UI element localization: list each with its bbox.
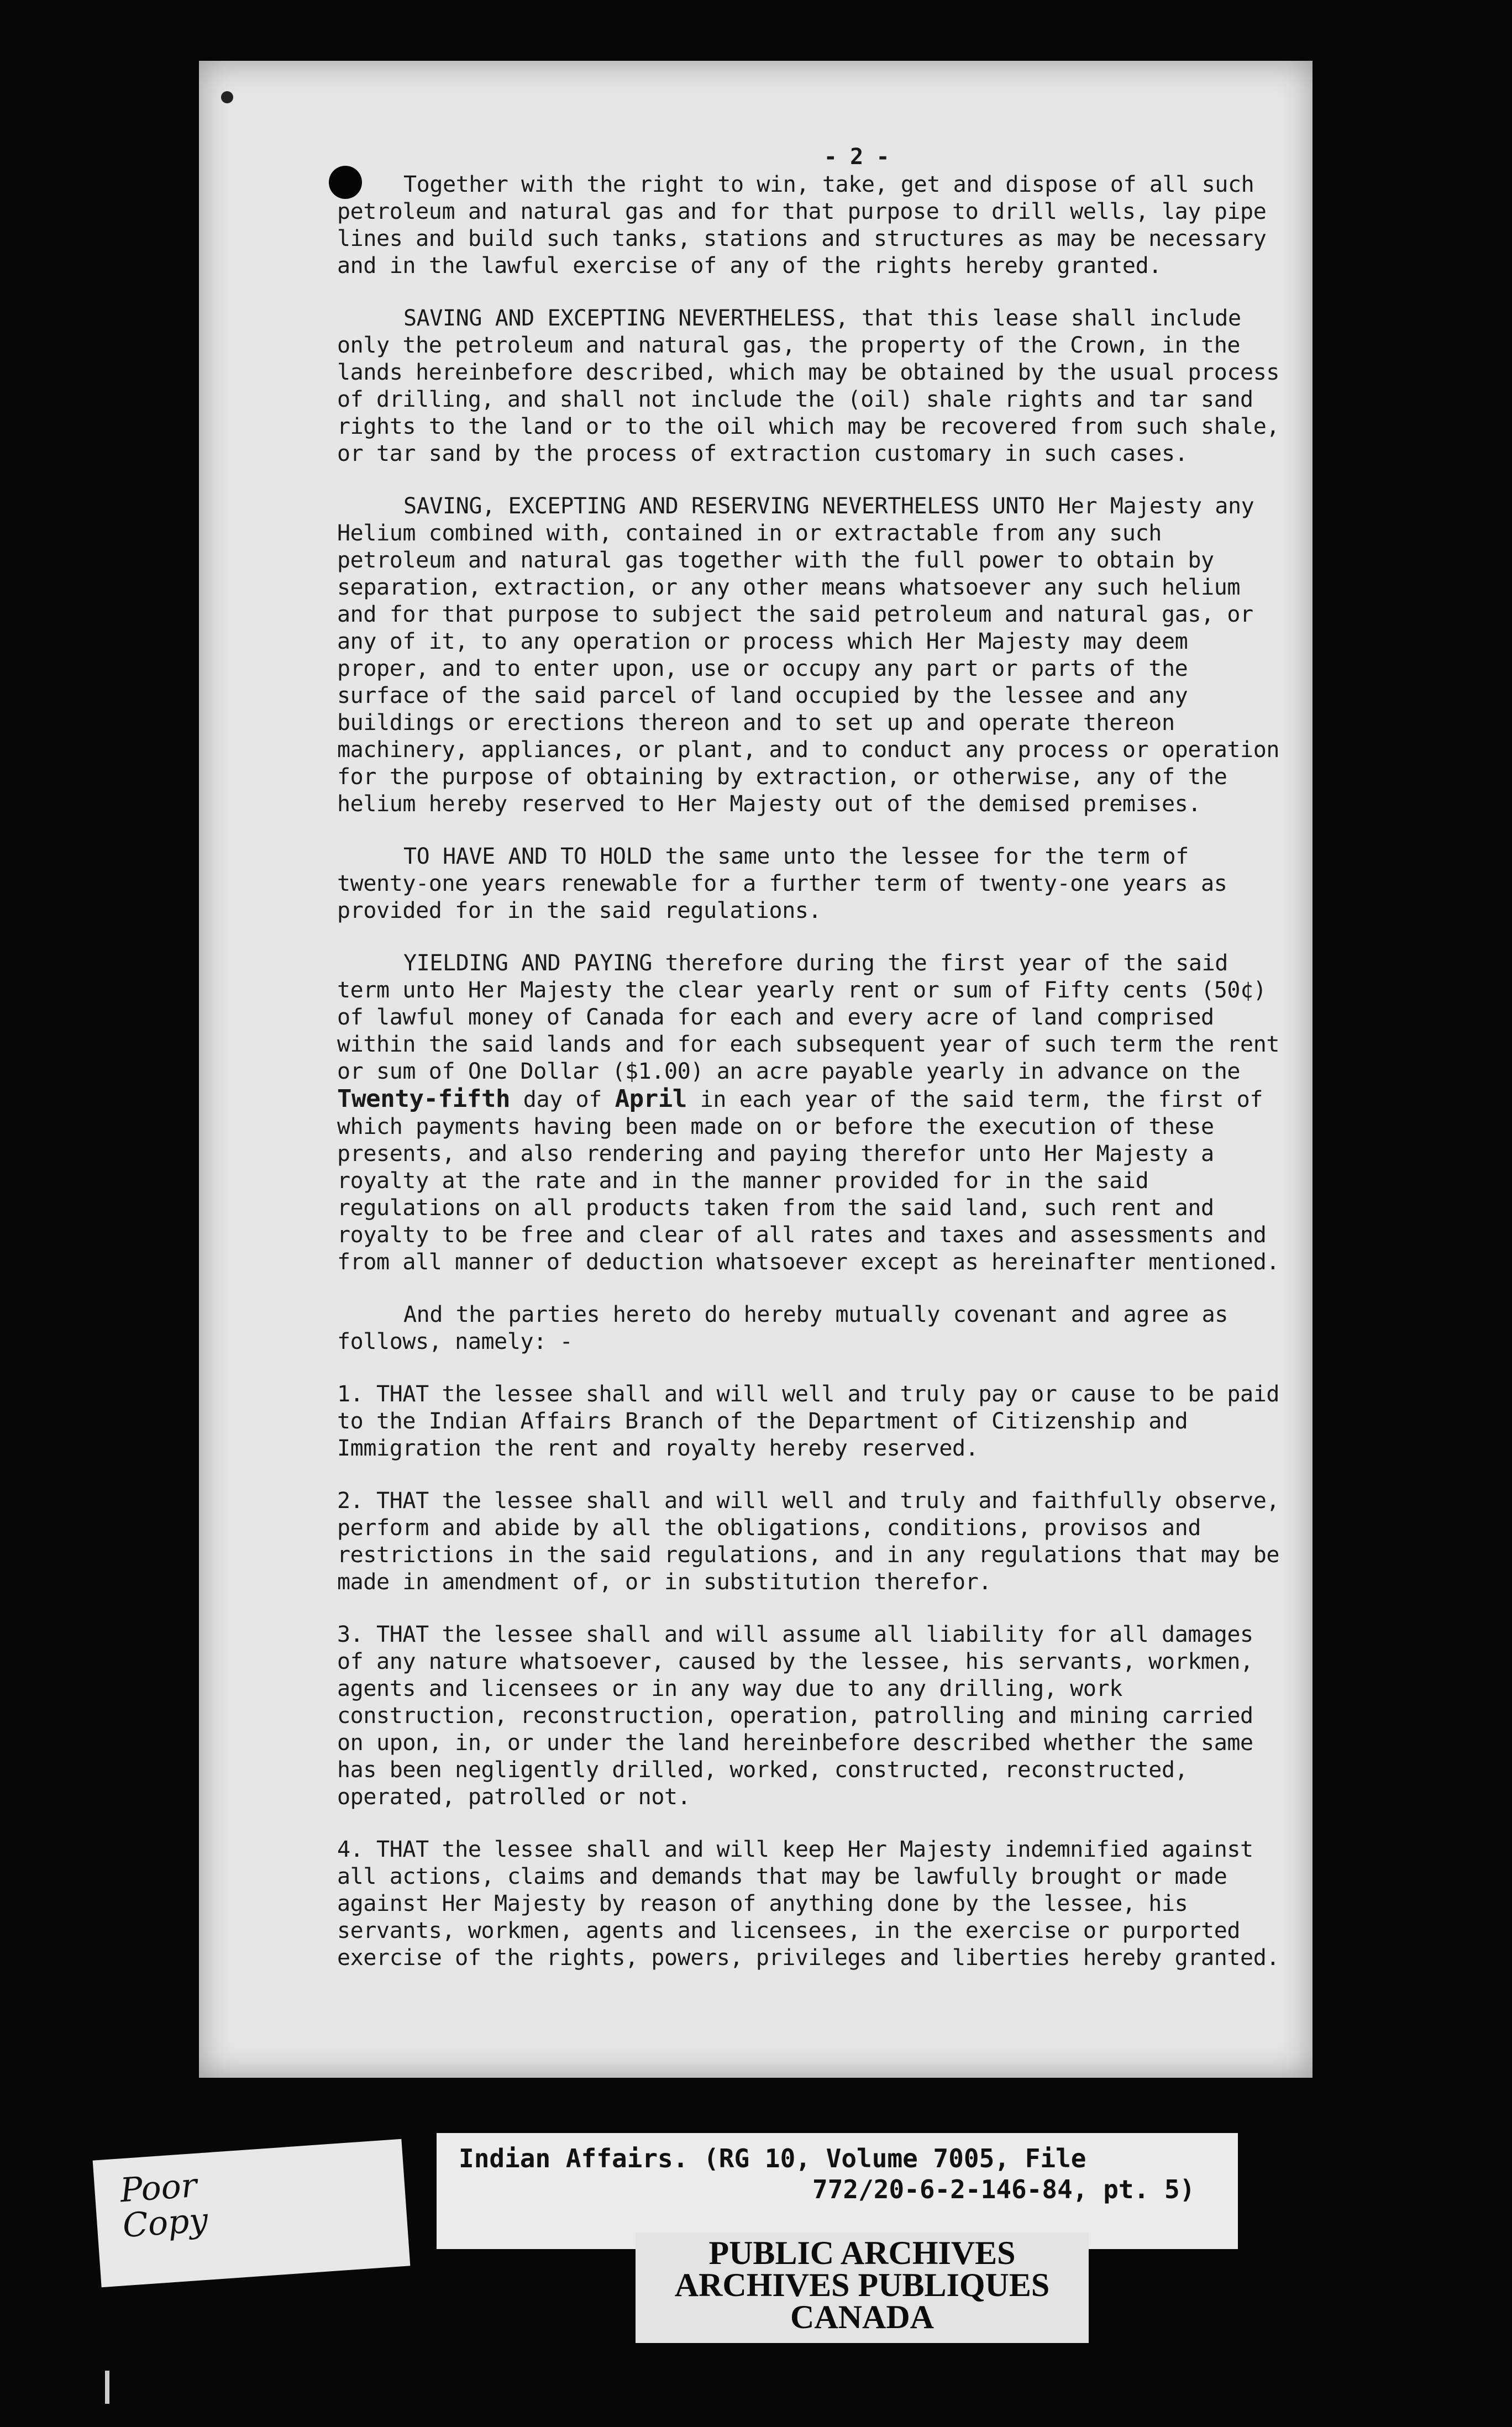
day-fill: Twenty-fifth	[337, 1085, 511, 1113]
month-fill: April	[615, 1085, 687, 1113]
paragraph-yielding	[337, 950, 1288, 1276]
film-mark	[105, 2371, 109, 2404]
stamp-line-1: PUBLIC ARCHIVES	[708, 2235, 1016, 2271]
archive-reference	[437, 2133, 1238, 2249]
page-number: - 2 -	[823, 144, 890, 170]
yielding-text-2: in each year of the said term, the first of which payments having been made on or before the execution of these presents, and also rendering and paying therefor unto Her Majesty a royalty at the rate and in the manner provided for in the said regulations on all products taken from the said land, such rent and royalty to be free and clear of all rates and taxes and assessments and from all manner of deduction whatsoever except as hereinafter mentioned.	[337, 1087, 1280, 1275]
clause-3: 3. THAT the lessee shall and will assume all liability for all damages of any nature whatsoever, caused by the lessee, his servants, workmen, agents and licensees or in any way due to any drilling, work construction, reconstruction, operation, patrolling and mining carried on upon, in, or under the land hereinbefore described whether the same has been negligently drilled, worked, constructed, reconstructed, operated, patrolled or not.	[337, 1622, 1253, 1810]
reference-line-2: 772/20-6-2-146-84, pt. 5)	[812, 2174, 1195, 2204]
poor-copy-note	[93, 2139, 411, 2288]
scan-speck	[221, 91, 233, 103]
paragraph-rights: Together with the right to win, take, get and dispose of all such petroleum and natural gas and for that purpose to drill wells, lay pipe lines and build such tanks, stations and structures as may be necessary and in the lawful exercise of any of the rights hereby granted.	[337, 172, 1267, 279]
document-page	[199, 61, 1313, 2078]
clause-1: 1. THAT the lessee shall and will well and truly pay or cause to be paid to the Indian Affairs Branch of the Department of Citizenship and Immigration the rent and royalty hereby reserved.	[337, 1381, 1280, 1461]
clause-4: 4. THAT the lessee shall and will keep Her Majesty indemnified against all actions, claims and demands that may be lawfully brought or made against Her Majesty by reason of anything done by the lessee, his servants, workmen, agents and licensees, in the exercise or purported exercise of the rights, powers, privileges and liberties hereby granted.	[337, 1837, 1280, 1971]
archives-stamp	[636, 2232, 1089, 2343]
poor-copy-line-2: Copy	[121, 2200, 209, 2246]
yielding-text-1: YIELDING AND PAYING therefore during the first year of the said term unto Her Majesty the clear yearly rent or sum of Fifty cents (50¢) of lawful money of Canada for each and every acre of land comprised within the said lands and for each subsequent year of such term the rent or sum of One Dollar ($1.00) an acre payable yearly in advance on the	[337, 950, 1280, 1084]
paragraph-saving-excepting: SAVING AND EXCEPTING NEVERTHELESS, that this lease shall include only the petroleum and natural gas, the property of the Crown, in the lands hereinbefore described, which may be obtained by the usual process of drilling, and shall not include the (oil) shale rights and tar sand rights to the land or to the oil which may be recovered from such shale, or tar sand by the process of extraction customary in such cases.	[337, 306, 1280, 466]
covenant-intro: And the parties hereto do hereby mutually covenant and agree as follows, namely: -	[337, 1302, 1228, 1354]
day-of-label: day of	[523, 1087, 602, 1112]
stamp-line-2: ARCHIVES PUBLIQUES	[674, 2267, 1050, 2303]
reference-line-1: Indian Affairs. (RG 10, Volume 7005, File	[459, 2144, 1086, 2173]
clause-2: 2. THAT the lessee shall and will well and truly and faithfully observe, perform and abide by all the obligations, conditions, provisos and restrictions in the said regulations, and in any regulations that may be made in amendment of, or in substitution therefor.	[337, 1488, 1280, 1595]
document-body	[337, 144, 1288, 1997]
paragraph-term: TO HAVE AND TO HOLD the same unto the lessee for the term of twenty-one years renewable for a further term of twenty-one years as provided for in the said regulations.	[337, 844, 1227, 923]
stamp-line-3: CANADA	[790, 2299, 934, 2335]
poor-copy-line-1: Poor	[119, 2166, 198, 2210]
paragraph-helium-reservation: SAVING, EXCEPTING AND RESERVING NEVERTHELESS UNTO Her Majesty any Helium combined with, contained in or extractable from any such petroleum and natural gas together with the full power to obtain by separation, extraction, or any other means whatsoever any such helium and for that purpose to subject the said petroleum and natural gas, or any of it, to any operation or process which Her Majesty may deem proper, and to enter upon, use or occupy any part or parts of the surface of the said parcel of land occupied by the lessee and any buildings or erections thereon and to set up and operate thereon machinery, appliances, or plant, and to conduct any process or operation for the purpose of obtaining by extraction, or otherwise, any of the helium hereby reserved to Her Majesty out of the demised premises.	[337, 493, 1280, 817]
